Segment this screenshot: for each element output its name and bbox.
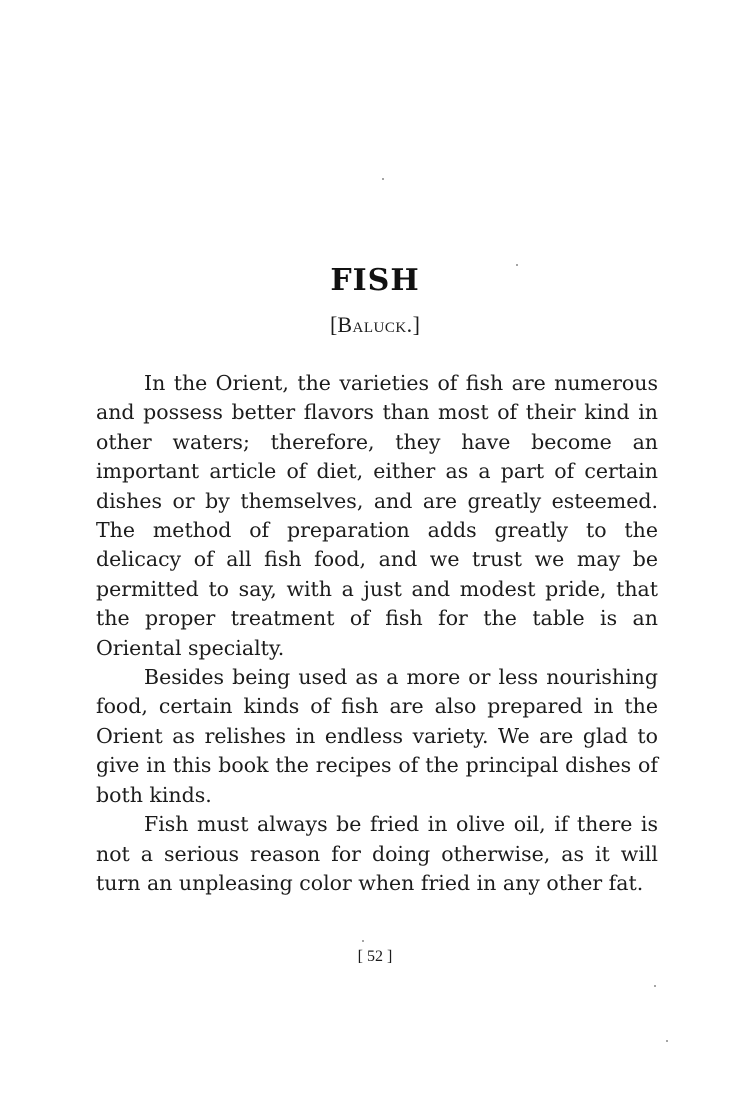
page-number: [ 52 ]	[357, 948, 393, 965]
chapter-title: FISH	[330, 263, 420, 298]
paragraph-3: Fish must always be fried in olive oil, if there is not a serious reason for doing otherwise, as it will turn an unpleasing color when fried in any other fat.	[96, 812, 658, 895]
scan-speck	[382, 178, 384, 180]
scan-speck	[362, 940, 364, 942]
subtitle-word: Baluck.	[337, 312, 413, 337]
paragraph-2: Besides being used as a more or less nourishing food, certain kinds of fish are also prepared in the Orient as relishes in endless variety. We are glad to give in this book the recipes of the principal dishes of both kinds.	[96, 665, 658, 807]
paragraph-1: In the Orient, the varieties of fish are numerous and possess better flavors than most of their kind in other waters; therefore, they have become an important article of diet, either as a part of certain dishes or by themselves, and are greatly esteemed. The method of preparation adds greatly to the delicacy of all fish food, and we trust we may be permitted to say, with a just and modest pride, that the proper treatment of fish for the table is an Oriental specialty.	[96, 371, 658, 660]
scan-speck	[654, 985, 656, 987]
subtitle-open-bracket: [	[330, 312, 338, 337]
chapter-subtitle	[0, 312, 750, 338]
body-text	[96, 369, 658, 898]
scan-speck	[516, 264, 518, 266]
scan-speck	[666, 1040, 668, 1042]
subtitle-close-bracket: ]	[412, 312, 420, 337]
